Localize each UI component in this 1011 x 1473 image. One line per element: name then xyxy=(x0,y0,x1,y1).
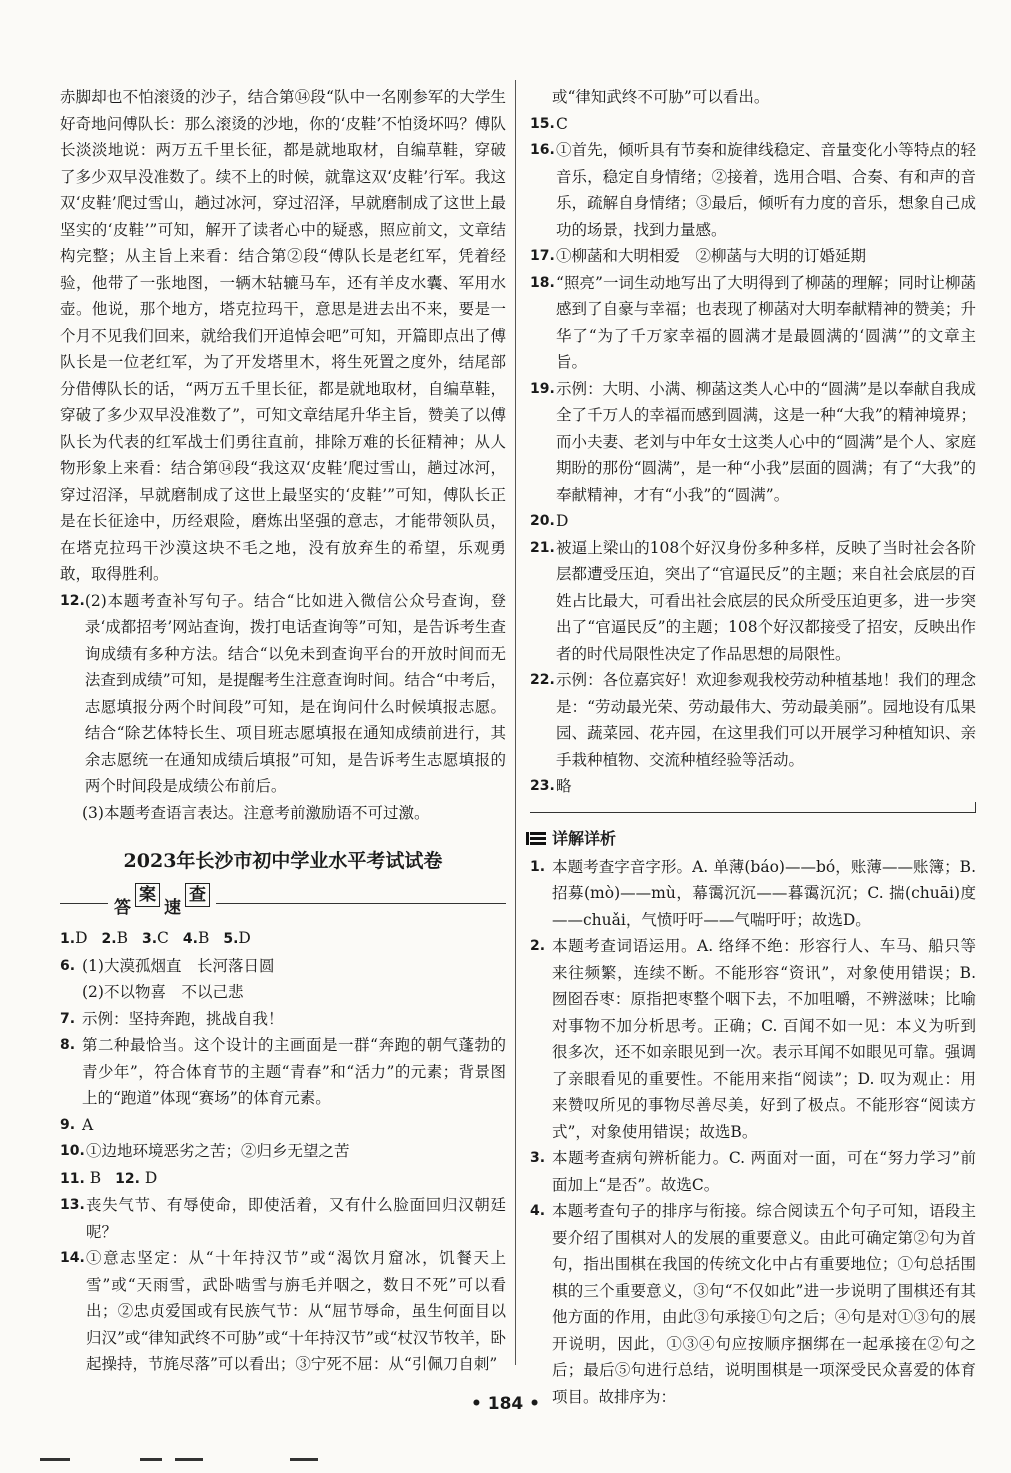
answer-text-sub: (3)本题考查语言表达。注意考前激励语不可过激。 xyxy=(82,803,430,822)
question-8: 8. 第二种最恰当。这个设计的主画面是一群“奔跑的朝气蓬勃的青少年”，符合体育节的主题“青春”和“活力”的元素；背景图上的“跑道”体现“赛场”的体育元素。 xyxy=(60,1036,506,1107)
question-23: 23. 略 xyxy=(530,777,572,795)
page-number: • 184 • xyxy=(470,1394,541,1414)
question-6: 6. (1)大漠孤烟直 长河落日圆 xyxy=(60,956,275,975)
answer-continuation: 赤脚却也不怕滚烫的沙子，结合第⑭段“队中一名刚参军的大学生好奇地问傅队长：那么滚烫的沙地，你的‘皮鞋’不怕烫坏吗？傅队长淡淡地说：两万五千里长征，都是就地取材，自编草鞋，穿破了多少双早没准数了。续不上的时候，就靠这双‘皮鞋’行军。我这双‘皮鞋’爬过雪山，趟过冰河，穿过沼泽，早就磨制成了这世上最坚实的‘皮鞋’”可知，解开了读者心中的疑惑，照应前文，文章结构完整；从主旨上来看：结合第②段“傅队长是老红军，凭着经验，他带了一张地图，一辆木轱辘马车，还有羊皮水囊、军用水壶。他说，那个地方，塔克拉玛干，意思是进去出不来，要是一个月不见我们回来，就给我们开追悼会吧”可知，开篇即点出了傅队长是一位老红军，为了开发塔里木，将生死置之度外，结尾部分借傅队长的话，“两万五千里长征，都是就地取材，自编草鞋，穿破了多少双早没准数了”，可知文章结尾升华主旨，赞美了以傅队长为代表的红军战士们勇往直前，排除万难的长征精神；从人物形象上来看：结合第⑭段“我这双‘皮鞋’爬过雪山，趟过冰河，穿过沼泽，早就磨制成了这世上最坚实的‘皮鞋’”可知，傅队长正是在长征途中，历经艰险，磨炼出坚强的意志，才能带领队员，在塔克拉玛干沙漠这块不毛之地，没有放弃生的希望，乐观勇敢，取得胜利。 xyxy=(60,88,506,583)
answer-text-sub: (2)不以物喜 不以己悲 xyxy=(82,983,244,1001)
answer-quick-check-header xyxy=(60,881,506,921)
question-18: 18. “照亮”一词生动地写出了大明得到了柳菡的理解；同时让柳菡感到了自豪与幸福；也表现了柳菡对大明奉献精神的赞美；升华了“为了千万家幸福的圆满才是最圆满的‘圆满’”的文章主旨。 xyxy=(530,273,976,371)
answer-text: (2)本题考查补写句子。结合“比如进入微信公众号查询，登录‘成都招考’网站查询，拨打电话查询等”可知，是告诉考生查询成绩有多种方法。结合“以免未到查询平台的开放时间而无法查到成绩”可知，是提醒考生注意查询时间。结合“中考后，志愿填报分两个时间段”可知，是在询问什么时候填报志愿。结合“除艺体特长生、项目班志愿填报在通知成绩前进行，其余志愿统一在通知成绩后填报”可知，是告诉考生志愿填报的两个时间段是成绩公布前后。 xyxy=(84,591,506,795)
question-number: 12. xyxy=(60,592,85,609)
question-21: 21. 被逼上梁山的108个好汉身份多种多样，反映了当时社会各阶层都遭受压迫，突出了“官逼民反”的主题；来自社会底层的百姓占比最大，可看出社会底层的民众所受压迫更多，进一步突出了“官逼民反”的主题；108个好汉都接受了招安，反映出作者的时代局限性决定了作品思想的局限性。 xyxy=(530,538,976,663)
section-heading xyxy=(530,826,976,852)
section-title: 详解详析 xyxy=(552,828,617,848)
exam-title: 2023年长沙市初中学业水平考试试卷 xyxy=(123,850,443,872)
question-17: 17. ①柳菡和大明相爱 ②柳菡与大明的订婚延期 xyxy=(530,247,867,265)
mc-answer: 12. D xyxy=(115,1168,158,1187)
question-7: 7. 示例：坚持奔跑，挑战自我！ xyxy=(60,1009,284,1028)
detail-4: 4. 本题考查句子的排序与衔接。综合阅读五个句子可知，语段主要介绍了围棋对人的发展的重要意义。由此可确定第②句为首句，指出围棋在我国的传统文化中占有重要地位；①句总括围棋的三个重要意义，③句“不仅如此”进一步说明了围棋还有其他方面的作用，由此③句承接①句之后；④句是对①③句的展开说明，因此，①③④句应按顺序捆绑在一起承接在②句之后；最后⑤句进行总结，说明围棋是一项深受民众喜爱的体育项目。故排序为： xyxy=(530,1202,976,1406)
mc-answer: 11. B xyxy=(60,1168,102,1187)
left-column xyxy=(60,84,506,1378)
right-column xyxy=(530,84,976,1410)
question-20: 20. D xyxy=(530,512,569,530)
question-22: 22. 示例：各位嘉宾好！欢迎参观我校劳动种植基地！我们的理念是：“劳动最光荣、劳动最伟大、劳动最美丽”。园地设有瓜果园、蔬菜园、花卉园，在这里我们可以开展学习种植知识、亲手栽种植物、交流种植经验等活动。 xyxy=(530,671,976,769)
section-rule xyxy=(530,802,976,816)
list-icon xyxy=(530,832,546,846)
question-12 xyxy=(60,588,506,800)
question-14: 14. ①意志坚定：从“十年持汉节”或“渴饮月窟冰，饥餐天上雪”或“天雨雪，武卧啮雪与旃毛并咽之，数日不死”可以看出；②忠贞爱国或有民族气节：从“屈节辱命，虽生何面目以归汉”或“律知武终不可胁”或“十年持汉节”或“杖汉节牧羊，卧起操持，节旄尽落”可以看出；③宁死不屈：从“引佩刀自刺” xyxy=(60,1249,506,1373)
multiple-choice-answers xyxy=(60,925,506,953)
detail-1: 1. 本题考查字音字形。A. 单薄(báo)——bó，账薄——账簿；B. 招募(mò)——mù，幕霭沉沉——暮霭沉沉；C. 揣(chuāi)度——chuǎi，气愤吁吁——气喘吁吁；故选D。 xyxy=(530,857,976,929)
column-divider xyxy=(515,80,516,1365)
question-9: 9. A xyxy=(60,1115,94,1134)
questions-11-12 xyxy=(60,1165,506,1193)
question-15: 15. C xyxy=(530,114,568,133)
header-char-boxed: 案 xyxy=(135,883,160,907)
mc-answer: 1.D xyxy=(60,929,88,947)
bottom-edge-marks xyxy=(40,1458,360,1468)
header-char: 速 xyxy=(164,898,181,918)
header-char-boxed: 查 xyxy=(185,883,210,907)
header-char: 答 xyxy=(114,898,131,918)
question-16: 16. ①首先，倾听具有节奏和旋律线稳定、音量变化小等特点的轻音乐，稳定自身情绪；②接着，选用合唱、合奏、有和声的音乐，疏解自身情绪；③最后，倾听有力度的音乐，想象自己成功的场景，找到力量感。 xyxy=(530,141,976,239)
question-10: 10. ①边地环境恶劣之苦；②归乡无望之苦 xyxy=(60,1142,350,1160)
mc-answer: 4.B xyxy=(182,929,210,947)
mc-answer: 5.D xyxy=(223,929,251,947)
mc-answer: 2.B xyxy=(101,929,128,947)
mc-answer: 3.C xyxy=(141,929,169,947)
answer-continuation: 或“律知武终不可胁”可以看出。 xyxy=(552,88,770,106)
question-19: 19. 示例：大明、小满、柳菡这类人心中的“圆满”是以奉献自我成全了千万人的幸福而感到圆满，这是一种“大我”的精神境界；而小夫妻、老刘与中年女士这类人心中的“圆满”是个人、家庭期盼的那份“圆满”，是一种“小我”层面的圆满；有了“大我”的奉献精神，才有“小我”的“圆满”。 xyxy=(530,379,976,504)
detail-2: 2. 本题考查词语运用。A. 络绎不绝：形容行人、车马、船只等来往频繁，连续不断。不能形容“资讯”，对象使用错误；B. 囫囵吞枣：原指把枣整个咽下去，不加咀嚼，不辨滋味；比喻对事物不加分析思考。正确；C. 百闻不如一见：本义为听到很多次，还不如亲眼见到一次。表示耳闻不如眼见可靠。强调了亲眼看见的重要性。不能用来指“阅读”；D. 叹为观止：用来赞叹所见的事物尽善尽美，好到了极点。不能形容“阅读方式”，对象使用错误；故选B。 xyxy=(530,937,976,1141)
detail-3: 3. 本题考查病句辨析能力。C. 两面对一面，可在“努力学习”前面加上“是否”。故选C。 xyxy=(530,1149,976,1194)
question-13: 13. 丧失气节、有辱使命，即使活着，又有什么脸面回归汉朝廷呢？ xyxy=(60,1196,506,1241)
